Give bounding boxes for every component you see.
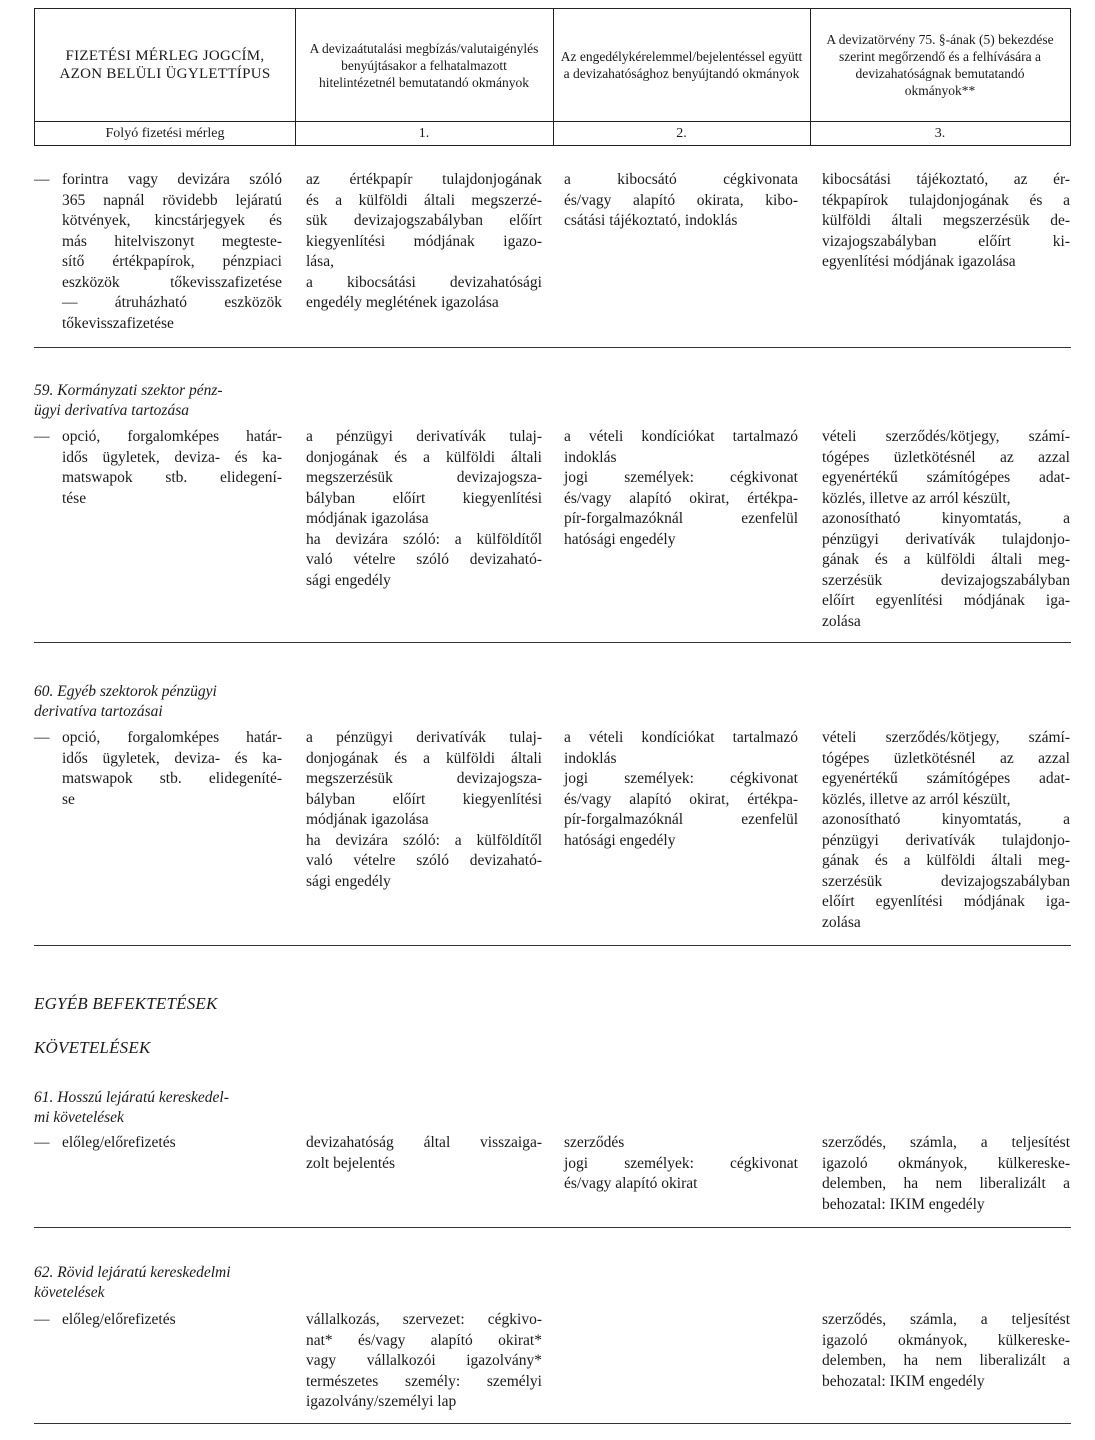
text-line: se [62, 790, 75, 808]
block60-col0 [62, 728, 282, 810]
block1-col1 [306, 170, 542, 314]
text-line: sági engedély [306, 872, 391, 890]
text-line: kiegyenlítési módjának igazo- [306, 232, 542, 250]
block60-col3 [822, 728, 1070, 933]
text-line: vagy vállalkozói igazolvány* [306, 1352, 542, 1369]
text-line: hatósági engedély [564, 530, 676, 548]
text-line: csátási tájékoztató, indoklás [564, 212, 738, 229]
block61-col2 [564, 1133, 798, 1195]
block62-col1 [306, 1310, 542, 1413]
block1-col0 [62, 170, 282, 334]
row-divider [34, 1227, 1071, 1228]
text-line: természetes személy: személyi [306, 1372, 542, 1390]
text-line: opció, forgalomképes határ- [62, 428, 282, 445]
text-line: tőkevisszafizetése [62, 314, 174, 332]
text-line: és/vagy alapító okirat [564, 1175, 698, 1192]
text-line: idős ügyletek, deviza- és ka- [62, 749, 282, 767]
text-line: a vételi kondíciókat tartalmazó [564, 428, 798, 445]
text-line: pénzügyi derivatívák tulajdonjo- [822, 831, 1070, 849]
text-line: való vételre szóló devizaható- [306, 852, 542, 869]
text-line: idős ügyletek, deviza- és ka- [62, 448, 282, 466]
text-line: egyenértékű számítógépes adat- [822, 469, 1070, 486]
text-line: 61. Hosszú lejáratú kereskedel- [34, 1089, 229, 1106]
text-line: kibocsátási tájékoztató, az ér- [822, 171, 1070, 188]
text-line: behozatal: IKIM engedély [822, 1195, 985, 1213]
header-col2: Az engedélykérelemmel/bejelentéssel együtt a devizahatósághoz benyújtandó okmányok [560, 49, 803, 81]
item-dash: — [34, 1311, 50, 1328]
text-line: pír-forgalmazóknál ezenfelül [564, 510, 798, 527]
row-divider [34, 642, 1071, 643]
text-line: behozatal: IKIM engedély [822, 1372, 985, 1390]
block62-col3 [822, 1310, 1070, 1392]
text-line: ha devizára szóló: a külföldítől [306, 831, 542, 849]
text-line: nat* és/vagy alapító okirat* [306, 1331, 542, 1349]
text-line: vételi szerződés/kötjegy, számí- [822, 729, 1070, 746]
text-line: gának és a külföldi általi meg- [822, 551, 1070, 568]
section-heading: EGYÉB BEFEKTETÉSEK [34, 994, 218, 1013]
text-line: való vételre szóló devizaható- [306, 551, 542, 568]
block59-col3 [822, 427, 1070, 632]
text-line: egyenértékű számítógépes adat- [822, 770, 1070, 787]
block60-col2 [564, 728, 798, 851]
text-line: indoklás [564, 448, 617, 466]
text-line: igazoló okmányok, külkereske- [822, 1154, 1070, 1172]
block59-title [34, 381, 223, 421]
text-line: a pénzügyi derivatívák tulaj- [306, 428, 542, 445]
text-line: jogi személyek: cégkivonat [564, 1154, 798, 1172]
text-line: szerzésük devizajogszabályban [822, 872, 1070, 890]
text-line: indoklás [564, 749, 617, 767]
text-line: a kibocsátó cégkivonata [564, 171, 798, 188]
text-line: azonosítható kinyomtatás, a [822, 811, 1070, 828]
block61-col0 [62, 1133, 282, 1154]
text-line: közlés, illetve az arról készült, [822, 790, 1011, 808]
text-line: sítő értékpapírok, pénzpiaci [62, 253, 282, 270]
text-line: — átruházható eszközök [62, 294, 282, 311]
text-line: donjogának és a külföldi általi [306, 448, 542, 466]
header-sub0: Folyó fizetési mérleg [105, 125, 225, 141]
text-line: matswapok stb. elidegeníté- [62, 770, 282, 787]
row-divider [34, 945, 1071, 946]
text-line: eszközök tőkevisszafizetése [62, 273, 282, 291]
text-line: bályban előírt kiegyenlítési [306, 489, 542, 507]
row-divider [34, 347, 1071, 348]
item-dash: — [34, 729, 50, 746]
text-line: pénzügyi derivatívák tulajdonjo- [822, 530, 1070, 548]
text-line: előleg/előrefizetés [62, 1134, 176, 1151]
text-line: és/vagy alapító okirata, kibo- [564, 191, 798, 209]
text-line: szerzésük devizajogszabályban [822, 571, 1070, 589]
text-line: követelések [34, 1284, 105, 1301]
header-sub2: 2. [676, 125, 687, 141]
block59-col1 [306, 427, 542, 591]
block61-col1 [306, 1133, 542, 1174]
row-divider [34, 1423, 1071, 1424]
text-line: az értékpapír tulajdonjogának [306, 171, 542, 188]
text-line: közlés, illetve az arról készült, [822, 489, 1011, 507]
text-line: igazolvány/személyi lap [306, 1393, 457, 1410]
text-line: azonosítható kinyomtatás, a [822, 510, 1070, 527]
block61-col3 [822, 1133, 1070, 1215]
text-line: módjának igazolása [306, 510, 429, 527]
text-line: megszerzésük devizajogsza- [306, 469, 542, 486]
text-line: jogi személyek: cégkivonat [564, 770, 798, 787]
text-line: a kibocsátási devizahatósági [306, 273, 542, 291]
text-line: tése [62, 489, 87, 507]
text-line: tógépes üzletkötésnél az azzal [822, 749, 1070, 767]
header-sub3: 3. [934, 125, 946, 141]
text-line: zolása [822, 913, 861, 931]
text-line: és a külföldi általi megszerzé- [306, 191, 542, 209]
text-line: igazoló okmányok, külkereske- [822, 1331, 1070, 1349]
item-dash: — [34, 1134, 50, 1151]
text-line: vizajogszabályban előírt ki- [822, 232, 1070, 250]
text-line: bályban előírt kiegyenlítési [306, 790, 542, 808]
text-line: gának és a külföldi általi meg- [822, 852, 1070, 869]
text-line: kötvények, kincstárjegyek és [62, 212, 282, 229]
text-line: ha devizára szóló: a külföldítől [306, 530, 542, 548]
text-line: 60. Egyéb szektorok pénzügyi [34, 683, 217, 700]
text-line: mi követelések [34, 1109, 124, 1126]
text-line: devizahatóság által visszaiga- [306, 1134, 542, 1151]
block61-title [34, 1088, 229, 1128]
text-line: engedély meglétének igazolása [306, 294, 499, 311]
text-line: a vételi kondíciókat tartalmazó [564, 729, 798, 746]
text-line: opció, forgalomképes határ- [62, 729, 282, 746]
text-line: 365 napnál rövidebb lejáratú [62, 191, 282, 209]
text-line: zolt bejelentés [306, 1154, 396, 1172]
text-line: hatósági engedély [564, 831, 676, 849]
text-line: módjának igazolása [306, 811, 429, 828]
header-col3: A devizatörvény 75. §-ának (5) bekezdése szerint megőrzendő és a felhívására a devizahatóságnak bemutatandó okmányok** [826, 32, 1054, 98]
text-line: sági engedély [306, 571, 391, 589]
text-line: delemben, ha nem liberalizált a [822, 1175, 1070, 1192]
block59-col0 [62, 427, 282, 509]
text-line: előírt egyenlítési módjának iga- [822, 592, 1070, 609]
text-line: pír-forgalmazóknál ezenfelül [564, 811, 798, 828]
text-line: más hitelviszonyt megteste- [62, 232, 282, 250]
block1-col3 [822, 170, 1070, 273]
text-line: a pénzügyi derivatívák tulaj- [306, 729, 542, 746]
text-line: forintra vagy devizára szóló [62, 171, 282, 188]
text-line: zolása [822, 612, 861, 630]
text-line: előírt egyenlítési módjának iga- [822, 893, 1070, 910]
text-line: sük devizajogszabályban előírt [306, 212, 542, 229]
header-sub1: 1. [418, 125, 430, 141]
text-line: 59. Kormányzati szektor pénz- [34, 382, 223, 399]
text-line: jogi személyek: cégkivonat [564, 469, 798, 486]
text-line: egyenlítési módjának igazolása [822, 253, 1016, 270]
section-subheading: KÖVETELÉSEK [34, 1038, 151, 1057]
text-line: külföldi általi megszerzésük de- [822, 212, 1070, 229]
header-col1: A devizaátutalási megbízás/valutaigénylés benyújtásakor a felhatalmazott hitelintézetnél bemutatandó okmányok [309, 40, 539, 90]
text-line: vállalkozás, szervezet: cégkivo- [306, 1311, 542, 1328]
block60-col1 [306, 728, 542, 892]
text-line: ügyi derivatíva tartozása [34, 402, 189, 419]
text-line: vételi szerződés/kötjegy, számí- [822, 428, 1070, 445]
text-line: és/vagy alapító okirat, értékpa- [564, 489, 798, 507]
text-line: szerződés, számla, a teljesítést [822, 1134, 1070, 1151]
header-table [34, 8, 1071, 146]
text-line: 62. Rövid lejáratú kereskedelmi [34, 1264, 231, 1281]
text-line: szerződés [564, 1134, 625, 1151]
block59-col2 [564, 427, 798, 550]
text-line: és/vagy alapító okirat, értékpa- [564, 790, 798, 808]
text-line: derivatíva tartozásai [34, 703, 163, 720]
item-dash: — [34, 171, 50, 188]
text-line: tógépes üzletkötésnél az azzal [822, 448, 1070, 466]
block60-title [34, 682, 217, 722]
text-line: donjogának és a külföldi általi [306, 749, 542, 767]
text-line: matswapok stb. elidegení- [62, 469, 282, 486]
block1-col2 [564, 170, 798, 232]
block62-col0 [62, 1310, 282, 1331]
text-line: megszerzésük devizajogsza- [306, 770, 542, 787]
item-dash: — [34, 428, 50, 445]
text-line: előleg/előrefizetés [62, 1311, 176, 1328]
block62-title [34, 1263, 231, 1303]
text-line: szerződés, számla, a teljesítést [822, 1311, 1070, 1328]
text-line: lása, [306, 253, 334, 270]
header-col0: FIZETÉSI MÉRLEG JOGCÍM, AZON BELÜLI ÜGYLETTÍPUS [59, 48, 271, 82]
text-line: tékpapírok tulajdonjogának és a [822, 191, 1070, 209]
text-line: delemben, ha nem liberalizált a [822, 1352, 1070, 1369]
